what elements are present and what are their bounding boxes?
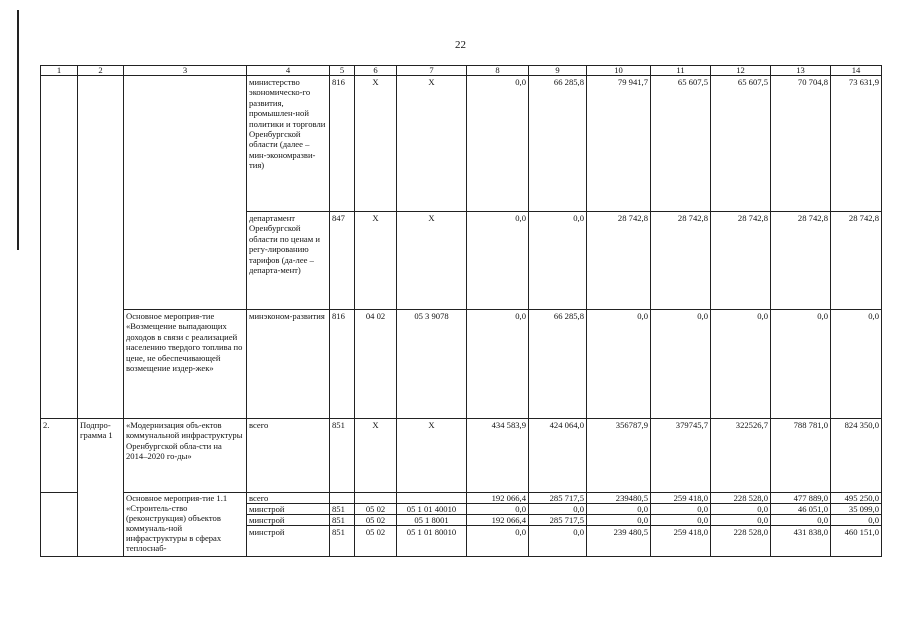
page-number: 22 xyxy=(455,39,466,51)
cell-value: 824 350,0 xyxy=(831,419,882,493)
cell xyxy=(78,493,124,504)
cell-value: 477 889,0 xyxy=(771,493,831,504)
cell-value: 35 099,0 xyxy=(831,504,882,515)
cell xyxy=(78,310,124,419)
cell-value: 0,0 xyxy=(651,310,711,419)
cell-executor: минстрой xyxy=(247,504,330,515)
cell-executor: министерство экономическо-го развития, промышлен-ной политики и торговли Оренбургской области (далее – мин-экономразви-тия) xyxy=(247,76,330,212)
cell-value: 0,0 xyxy=(831,515,882,526)
cell-value: 285 717,5 xyxy=(529,515,587,526)
cell-value: 65 607,5 xyxy=(651,76,711,212)
cell-value: 431 838,0 xyxy=(771,526,831,557)
cell-code: 851 xyxy=(330,504,355,515)
cell-value: 0,0 xyxy=(587,310,651,419)
cell-value: 0,0 xyxy=(651,504,711,515)
cell-code: 816 xyxy=(330,310,355,419)
cell-value: 73 631,9 xyxy=(831,76,882,212)
cell-value: 0,0 xyxy=(467,212,529,310)
cell-code xyxy=(330,493,355,504)
page-edge-line xyxy=(17,10,19,250)
cell-value: 0,0 xyxy=(711,504,771,515)
cell-code: 847 xyxy=(330,212,355,310)
cell-value: 0,0 xyxy=(529,212,587,310)
table-row xyxy=(41,310,882,419)
cell-value: 70 704,8 xyxy=(771,76,831,212)
cell-target: Х xyxy=(397,76,467,212)
cell-value: 0,0 xyxy=(467,76,529,212)
cell xyxy=(41,310,78,419)
cell-target xyxy=(397,493,467,504)
cell-value: 0,0 xyxy=(587,504,651,515)
cell-value: 356787,9 xyxy=(587,419,651,493)
cell-value: 28 742,8 xyxy=(771,212,831,310)
cell-section: 05 02 xyxy=(355,526,397,557)
cell-value: 228 528,0 xyxy=(711,493,771,504)
col-header: 3 xyxy=(124,66,247,76)
cell-value: 46 051,0 xyxy=(771,504,831,515)
cell-value: 28 742,8 xyxy=(587,212,651,310)
table-row xyxy=(41,419,882,493)
cell-value: 192 066,4 xyxy=(467,515,529,526)
cell-value: 228 528,0 xyxy=(711,526,771,557)
cell xyxy=(41,76,78,212)
cell-executor: всего xyxy=(247,493,330,504)
col-header: 13 xyxy=(771,66,831,76)
cell-subprogram: Подпро-грамма 1 xyxy=(78,419,124,493)
cell-section: Х xyxy=(355,76,397,212)
cell-value: 0,0 xyxy=(529,526,587,557)
col-header: 1 xyxy=(41,66,78,76)
cell-section: Х xyxy=(355,212,397,310)
cell xyxy=(78,515,124,526)
cell-value: 66 285,8 xyxy=(529,310,587,419)
cell-value: 28 742,8 xyxy=(711,212,771,310)
cell-code: 851 xyxy=(330,515,355,526)
cell-value: 0,0 xyxy=(651,515,711,526)
cell-value: 239480,5 xyxy=(587,493,651,504)
cell-value: 0,0 xyxy=(467,504,529,515)
col-header: 6 xyxy=(355,66,397,76)
cell-measure: «Модернизация объ-ектов коммунальной инфраструктуры Оренбургской обла-сти на 2014–2020 го-ды» xyxy=(124,419,247,493)
cell-executor: департамент Оренбургской области по ценам и регу-лированию тарифов (да-лее – департа-мент) xyxy=(247,212,330,310)
cell-target: 05 1 8001 xyxy=(397,515,467,526)
col-header: 11 xyxy=(651,66,711,76)
col-header: 10 xyxy=(587,66,651,76)
col-header: 8 xyxy=(467,66,529,76)
cell xyxy=(124,76,247,212)
cell-target: 05 3 9078 xyxy=(397,310,467,419)
cell-code: 851 xyxy=(330,526,355,557)
cell xyxy=(78,212,124,310)
table-row xyxy=(41,493,882,504)
cell-value: 0,0 xyxy=(467,526,529,557)
cell-code: 851 xyxy=(330,419,355,493)
header-row xyxy=(41,66,882,76)
cell-value: 379745,7 xyxy=(651,419,711,493)
cell-value: 0,0 xyxy=(467,310,529,419)
cell xyxy=(41,493,78,504)
cell-value: 460 151,0 xyxy=(831,526,882,557)
cell-target: 05 1 01 40010 xyxy=(397,504,467,515)
cell xyxy=(78,526,124,557)
cell-section: 05 02 xyxy=(355,515,397,526)
cell-target: Х xyxy=(397,212,467,310)
col-header: 7 xyxy=(397,66,467,76)
cell-executor: минстрой xyxy=(247,526,330,557)
cell xyxy=(41,504,78,515)
col-header: 14 xyxy=(831,66,882,76)
cell-value: 285 717,5 xyxy=(529,493,587,504)
cell-executor: минстрой xyxy=(247,515,330,526)
cell-value: 0,0 xyxy=(711,515,771,526)
cell-target: 05 1 01 80010 xyxy=(397,526,467,557)
col-header: 12 xyxy=(711,66,771,76)
table-row xyxy=(41,212,882,310)
cell-executor: всего xyxy=(247,419,330,493)
col-header: 5 xyxy=(330,66,355,76)
cell-value: 192 066,4 xyxy=(467,493,529,504)
cell xyxy=(41,526,78,557)
cell-executor: минэконом-развития xyxy=(247,310,330,419)
cell-value: 0,0 xyxy=(529,504,587,515)
cell-section xyxy=(355,493,397,504)
cell-number: 2. xyxy=(41,419,78,493)
cell-value: 322526,7 xyxy=(711,419,771,493)
cell-code: 816 xyxy=(330,76,355,212)
cell-value: 79 941,7 xyxy=(587,76,651,212)
cell-value: 65 607,5 xyxy=(711,76,771,212)
cell-value: 259 418,0 xyxy=(651,526,711,557)
cell-value: 424 064,0 xyxy=(529,419,587,493)
cell xyxy=(124,212,247,310)
cell-value: 259 418,0 xyxy=(651,493,711,504)
cell xyxy=(41,515,78,526)
cell-value: 0,0 xyxy=(771,515,831,526)
col-header: 9 xyxy=(529,66,587,76)
table-row xyxy=(41,76,882,212)
cell xyxy=(78,76,124,212)
cell-section: 04 02 xyxy=(355,310,397,419)
cell-value: 28 742,8 xyxy=(831,212,882,310)
cell-value: 0,0 xyxy=(831,310,882,419)
cell xyxy=(41,212,78,310)
cell-value: 28 742,8 xyxy=(651,212,711,310)
cell-section: Х xyxy=(355,419,397,493)
col-header: 4 xyxy=(247,66,330,76)
cell-value: 788 781,0 xyxy=(771,419,831,493)
cell-measure: Основное мероприя-тие 1.1 «Строитель-ство (реконструкция) объектов коммуналь-ной инфраструктуры в сферах теплоснаб- xyxy=(124,493,247,557)
cell-section: 05 02 xyxy=(355,504,397,515)
cell-value: 0,0 xyxy=(711,310,771,419)
budget-table xyxy=(40,65,882,557)
col-header: 2 xyxy=(78,66,124,76)
cell-value: 434 583,9 xyxy=(467,419,529,493)
cell-target: Х xyxy=(397,419,467,493)
cell-value: 0,0 xyxy=(771,310,831,419)
cell-value: 495 250,0 xyxy=(831,493,882,504)
cell-value: 66 285,8 xyxy=(529,76,587,212)
cell-value: 0,0 xyxy=(587,515,651,526)
cell xyxy=(78,504,124,515)
cell-value: 239 480,5 xyxy=(587,526,651,557)
cell-measure: Основное мероприя-тие «Возмещение выпадающих доходов в связи с реализацией населению твердого топлива по цене, не обеспечивающей возмещение издер-жек» xyxy=(124,310,247,419)
